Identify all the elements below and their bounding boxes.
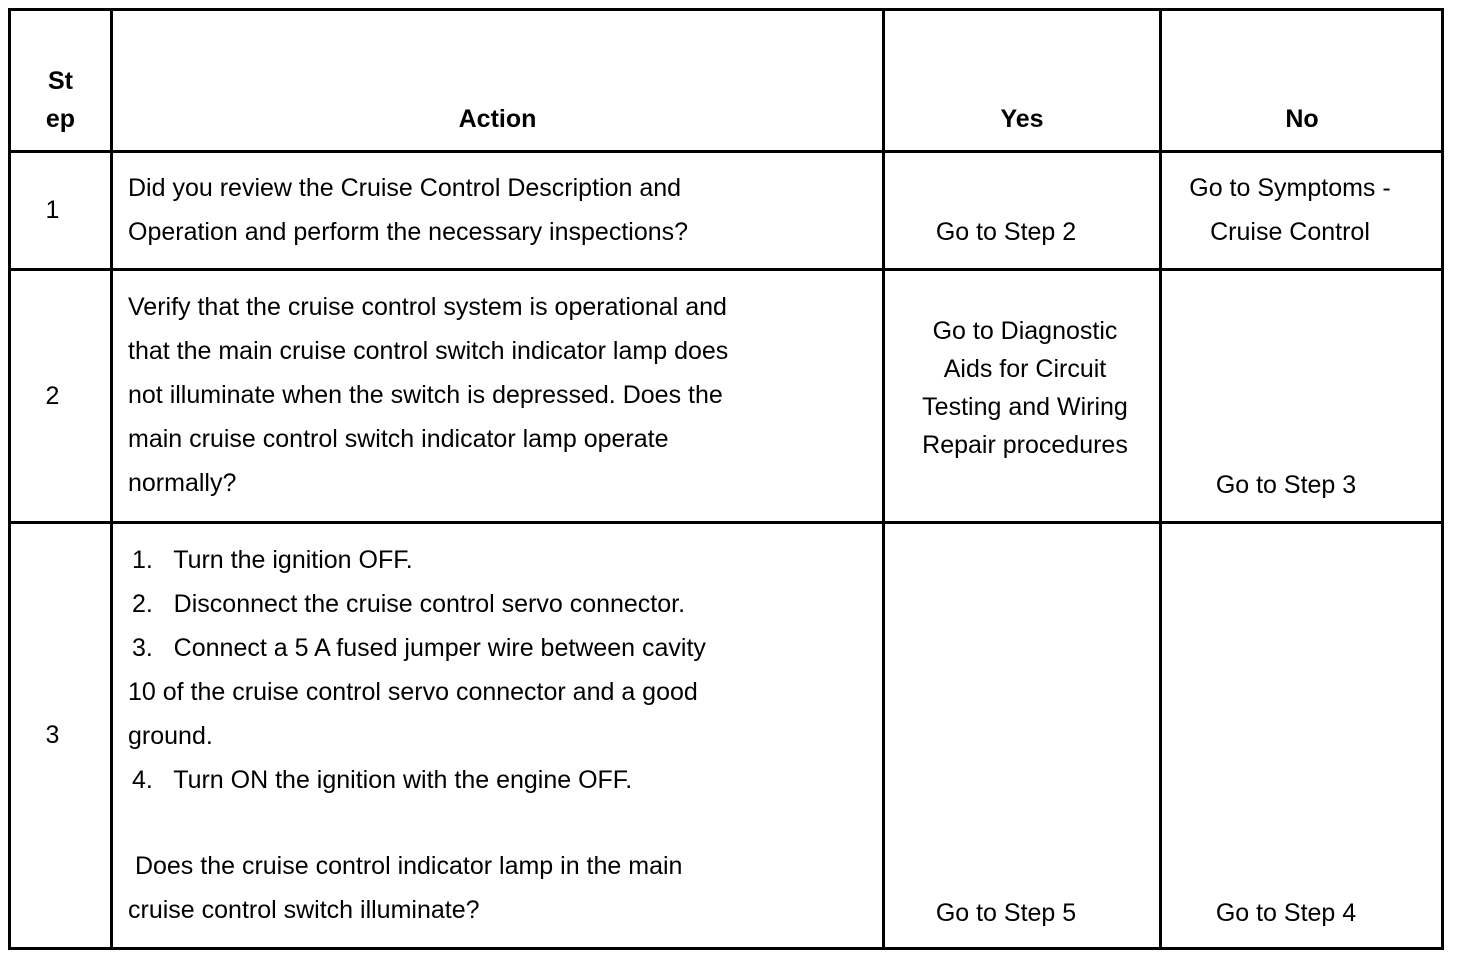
action-line: Operation and perform the necessary inspections?: [128, 218, 689, 246]
procedure-item: 1. Turn the ignition OFF.: [132, 546, 413, 574]
procedure-item: 10 of the cruise control servo connector and a good: [128, 678, 698, 706]
action-line: Did you review the Cruise Control Description and: [128, 174, 682, 202]
step-number: 2: [45, 382, 60, 410]
yes-result: Go to Step 2: [935, 218, 1077, 246]
action-question-line: cruise control switch illuminate?: [128, 896, 480, 924]
action-question-line: Does the cruise control indicator lamp in the main: [128, 852, 683, 880]
no-result-line: Go to Symptoms -: [1189, 174, 1391, 202]
header-yes: Yes: [1000, 105, 1044, 133]
header-step: [11, 62, 110, 138]
yes-result-line: Testing and Wiring: [922, 393, 1128, 421]
no-result: Go to Step 3: [1215, 471, 1357, 499]
header-no: No: [1285, 105, 1319, 133]
action-line: main cruise control switch indicator lamp operate: [128, 425, 669, 453]
yes-result-line: Aids for Circuit: [943, 355, 1107, 383]
header-action: Action: [458, 105, 537, 133]
header-step-line2: ep: [45, 105, 76, 133]
row-divider: [8, 150, 1444, 153]
yes-result: Go to Step 5: [935, 899, 1077, 927]
row-divider: [8, 268, 1444, 271]
no-result: Go to Step 4: [1215, 899, 1357, 927]
procedure-item: 2. Disconnect the cruise control servo connector.: [132, 590, 686, 618]
procedure-item: ground.: [128, 722, 213, 750]
action-line: Verify that the cruise control system is operational and: [128, 293, 727, 321]
action-text: [128, 166, 878, 254]
procedure-item: 4. Turn ON the ignition with the engine OFF.: [132, 766, 633, 794]
yes-result: [885, 312, 1165, 464]
yes-result-line: Repair procedures: [922, 431, 1128, 459]
action-text: [128, 285, 878, 505]
action-text: [128, 538, 878, 932]
action-line: normally?: [128, 469, 237, 497]
spacer: [128, 802, 878, 844]
procedure-item: 3. Connect a 5 A fused jumper wire between cavity: [132, 634, 706, 662]
header-step-line1: St: [48, 67, 73, 95]
action-line: that the main cruise control switch indicator lamp does: [128, 337, 729, 365]
action-line: not illuminate when the switch is depressed. Does the: [128, 381, 723, 409]
no-result-line: Cruise Control: [1210, 218, 1370, 246]
step-number: 1: [45, 196, 60, 224]
row-divider: [8, 521, 1444, 524]
step-number: 3: [45, 721, 60, 749]
yes-result-line: Go to Diagnostic: [932, 317, 1118, 345]
no-result: [1162, 166, 1418, 254]
